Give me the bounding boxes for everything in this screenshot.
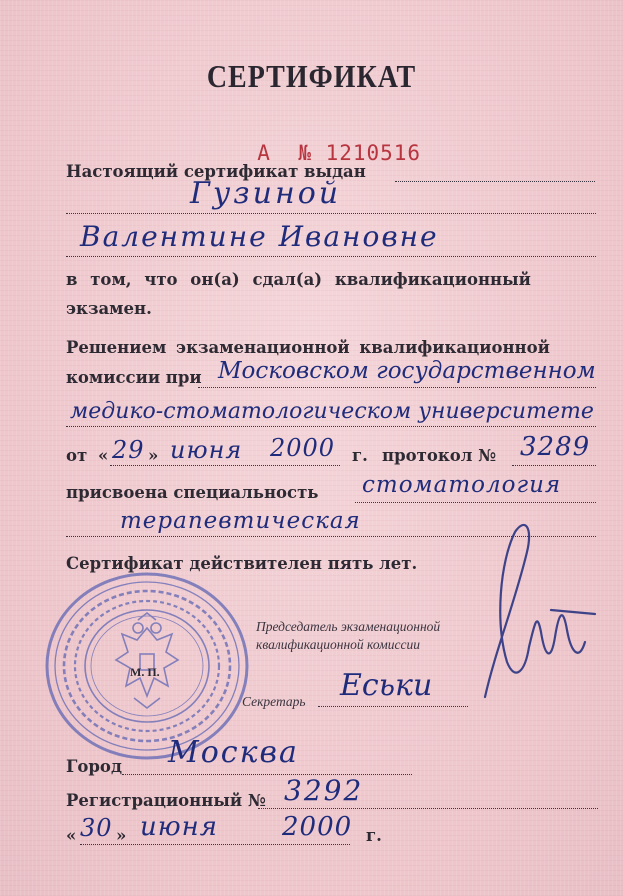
institution-line-2 <box>66 426 596 427</box>
reg-number-handwritten: 3292 <box>284 774 364 807</box>
mp-label: М. П. <box>130 665 160 679</box>
issued-to-label: Настоящий сертификат выдан <box>66 162 366 181</box>
reg-quote-open: « <box>66 826 77 845</box>
reg-date-line <box>80 844 350 845</box>
surname-line-2 <box>66 213 596 214</box>
protocol-line <box>512 465 596 466</box>
reg-year-suffix: г. <box>366 826 382 845</box>
reg-line <box>258 808 598 809</box>
specialty-line-1 <box>355 502 596 503</box>
passed-text-2: экзамен. <box>66 299 152 318</box>
certificate-title: СЕРТИФИКАТ <box>206 59 417 96</box>
surname-handwritten: Гузиной <box>190 176 342 211</box>
date-year-handwritten: 2000 <box>270 434 336 462</box>
commission-label: комиссии при <box>66 368 202 387</box>
protocol-label: протокол № <box>382 446 497 465</box>
decision-line-1: Решением экзаменационной квалификационной <box>66 338 550 357</box>
name-line <box>66 256 596 257</box>
city-label: Город <box>66 757 122 776</box>
chairman-label-2: квалификационной комиссии <box>256 637 420 652</box>
secretary-label: Секретарь <box>242 694 306 709</box>
reg-label: Регистрационный № <box>66 791 266 810</box>
protocol-handwritten: 3289 <box>520 432 591 462</box>
city-handwritten: Москва <box>168 735 299 770</box>
institution-handwritten-2: медико-стоматологическом университете <box>70 399 594 424</box>
name-handwritten: Валентине Ивановне <box>80 220 439 253</box>
reg-day-handwritten: 30 <box>80 814 113 842</box>
certificate-number <box>230 117 421 165</box>
institution-handwritten-1: Московском государственном <box>218 358 596 384</box>
date-line <box>110 465 340 466</box>
specialty-handwritten-2: терапевтическая <box>120 508 361 534</box>
quote-close: » <box>148 446 159 465</box>
city-line <box>122 774 412 775</box>
number-sign: № <box>298 141 312 165</box>
institution-line-1 <box>198 387 596 388</box>
quote-open: « <box>98 446 109 465</box>
secretary-signature: Еськи <box>340 668 433 703</box>
reg-quote-close: » <box>116 826 127 845</box>
number-value: 1210516 <box>325 141 422 165</box>
date-day-handwritten: 29 <box>112 436 145 464</box>
validity-text: Сертификат действителен пять лет. <box>66 554 418 573</box>
surname-line <box>395 181 595 182</box>
chairman-signature <box>455 512 605 702</box>
specialty-label: присвоена специальность <box>66 483 319 502</box>
specialty-handwritten-1: стоматология <box>362 472 562 498</box>
reg-month-handwritten: июня <box>140 812 218 842</box>
series-letter: А <box>257 141 271 165</box>
passed-text-1: в том, что он(а) сдал(а) квалификационный <box>66 270 531 289</box>
from-label: от <box>66 446 88 465</box>
chairman-label-1: Председатель экзаменационной <box>256 619 441 634</box>
reg-year-handwritten: 2000 <box>282 812 353 842</box>
date-month-handwritten: июня <box>170 436 243 464</box>
secretary-line <box>318 706 468 707</box>
year-suffix: г. <box>352 446 368 465</box>
